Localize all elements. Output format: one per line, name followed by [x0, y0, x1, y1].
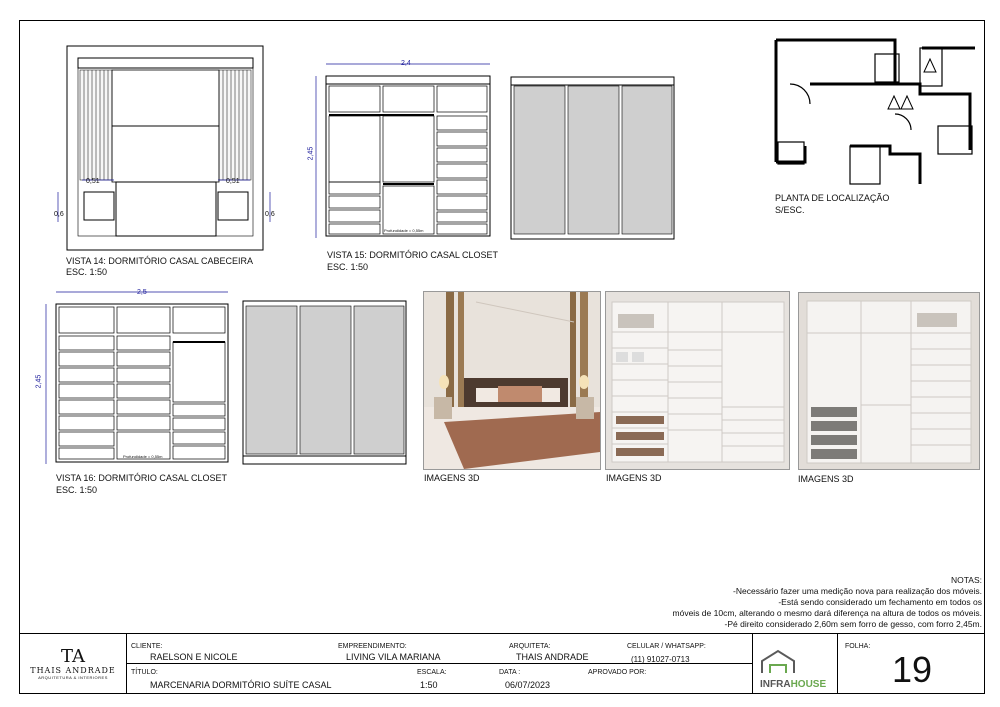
logo-name: THAIS ANDRADE	[30, 666, 116, 675]
dim-v14-height-right: 0,6	[265, 211, 275, 218]
location-plan-scale: S/ESC.	[775, 205, 805, 215]
dim-v15-width: 2,4	[401, 60, 411, 67]
dim-v14-right: 0,51	[226, 178, 240, 185]
house-icon	[758, 649, 830, 675]
scale-value: 1:50	[420, 680, 438, 690]
view-14-title: VISTA 14: DORMITÓRIO CASAL CABECEIRA	[66, 256, 254, 266]
client-label: CLIENTE:	[131, 643, 163, 650]
office-logo	[20, 648, 126, 680]
render-bedroom	[423, 291, 601, 470]
phone-value: (11) 91027-0713	[631, 655, 690, 664]
sheet-number: 19	[892, 649, 933, 690]
notes-line-1: -Necessário fazer uma medição nova para realização dos móveis.	[733, 586, 982, 596]
logo-sub: ARQUITETURA & INTERIORES	[38, 675, 108, 680]
project-value: LIVING VILA MARIANA	[346, 652, 441, 662]
dim-v15-height: 2,45	[307, 146, 315, 161]
view-14-scale: ESC. 1:50	[66, 267, 108, 277]
brand-infra: INFRA	[760, 679, 791, 690]
logo-mark: TA	[60, 646, 86, 667]
render-closet-open	[605, 291, 790, 470]
client-value: RAELSON E NICOLE	[150, 652, 238, 662]
date-value: 06/07/2023	[505, 680, 551, 690]
notes-line-3: móveis de 10cm, alterando o mesmo dará diferença na altura de todos os móveis.	[672, 608, 982, 618]
brand-house: HOUSE	[790, 679, 827, 690]
dim-v16-width: 2,5	[137, 289, 147, 296]
notes-line-2: -Está sendo considerado um fechamento em todos os	[778, 597, 982, 607]
render-caption-2: IMAGENS 3D	[606, 473, 662, 483]
closet-doors-15	[510, 76, 676, 241]
location-plan	[770, 34, 980, 190]
date-label: DATA :	[499, 669, 521, 676]
dim-v14-left: 0,51	[86, 178, 100, 185]
title-value: MARCENARIA DORMITÓRIO SUÍTE CASAL	[150, 680, 332, 690]
elevation-14	[48, 42, 278, 254]
project-label: EMPREENDIMENTO:	[338, 643, 407, 650]
view-16-scale: ESC. 1:50	[56, 485, 98, 495]
render-caption-1: IMAGENS 3D	[424, 473, 480, 483]
v15-depth-note: Profundidade = 0,55m	[384, 228, 424, 233]
view-16-title: VISTA 16: DORMITÓRIO CASAL CLOSET	[56, 473, 228, 483]
view-15-title: VISTA 15: DORMITÓRIO CASAL CLOSET	[327, 250, 499, 260]
closet-doors-16	[242, 300, 408, 466]
dim-v16-height: 2,45	[35, 374, 43, 389]
architect-value: THAIS ANDRADE	[516, 652, 589, 662]
v16-depth-note: Profundidade = 0,55m	[123, 454, 163, 459]
phone-label: CELULAR / WHATSAPP:	[627, 643, 706, 650]
render-caption-3: IMAGENS 3D	[798, 474, 854, 484]
sheet-label: FOLHA:	[845, 643, 871, 650]
dim-v14-height-left: 0,6	[54, 211, 64, 218]
title-label: TÍTULO:	[131, 669, 158, 676]
notes-block	[673, 575, 982, 630]
elevation-15	[310, 58, 500, 248]
infrahouse-logo	[758, 649, 830, 689]
elevation-16	[38, 288, 234, 466]
notes-line-4: -Pé direito considerado 2,60m sem forro de gesso, com forro 2,45m.	[724, 619, 982, 629]
architect-label: ARQUITETA:	[509, 643, 551, 650]
location-plan-title: PLANTA DE LOCALIZAÇÃO	[775, 193, 890, 203]
notes-title: NOTAS:	[950, 575, 982, 585]
scale-label: ESCALA:	[417, 669, 447, 676]
approved-label: APROVADO POR:	[588, 669, 647, 676]
render-closet-2	[798, 292, 980, 470]
view-15-scale: ESC. 1:50	[327, 262, 369, 272]
